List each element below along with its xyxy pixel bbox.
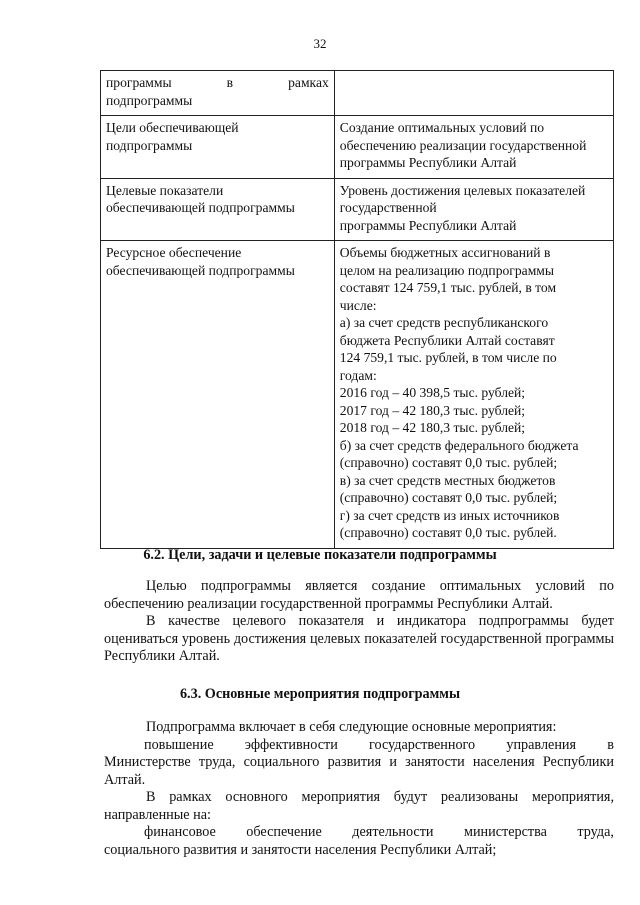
cell-line: подпрограммы bbox=[106, 92, 193, 108]
cell-word: программы bbox=[106, 75, 172, 90]
table-row bbox=[101, 241, 614, 549]
cell-line: обеспечению реализации государственной bbox=[339, 137, 587, 153]
section-62-body bbox=[104, 578, 614, 666]
cell-line: Ресурсное обеспечение bbox=[106, 245, 242, 260]
cell-line: программы Республики Алтай bbox=[339, 155, 517, 170]
cell-line: 2016 год – 40 398,5 тыс. рублей; bbox=[339, 385, 526, 400]
table-row bbox=[101, 71, 614, 116]
cell-line: обеспечивающей подпрограммы bbox=[106, 262, 295, 278]
cell-line: годам: bbox=[339, 367, 377, 383]
word: государственного bbox=[369, 736, 476, 753]
cell-line: (справочно) составят 0,0 тыс. рублей; bbox=[339, 490, 558, 505]
passport-table bbox=[100, 70, 614, 549]
paragraph: В качестве целевого показателя и индикатора подпрограммы будет оцениваться уровень достижения целевых показателей государственной программы Республики Алтай. bbox=[104, 613, 614, 664]
table-cell-value bbox=[334, 116, 613, 179]
cell-line: обеспечивающей подпрограммы bbox=[106, 200, 295, 215]
word: повышение bbox=[144, 736, 214, 753]
table-cell-label bbox=[101, 71, 335, 116]
paragraph-first-line bbox=[104, 824, 614, 842]
word: управления bbox=[506, 736, 577, 753]
table-row bbox=[101, 178, 614, 241]
table-cell-label bbox=[101, 116, 335, 179]
cell-line: б) за счет средств федерального бюджета bbox=[339, 437, 579, 453]
cell-line: Цели обеспечивающей bbox=[106, 120, 239, 135]
cell-line: Объемы бюджетных ассигнований в bbox=[339, 245, 551, 260]
cell-line: составят 124 759,1 тыс. рублей, в том bbox=[339, 280, 557, 295]
word: эффективности bbox=[244, 736, 338, 753]
cell-line: (справочно) составят 0,0 тыс. рублей. bbox=[339, 525, 557, 540]
paragraph: Подпрограмма включает в себя следующие основные мероприятия: bbox=[146, 719, 557, 735]
section-heading: 6.3. Основные мероприятия подпрограммы bbox=[179, 686, 461, 702]
cell-line: в) за счет средств местных бюджетов bbox=[339, 472, 556, 488]
cell-line: г) за счет средств из иных источников bbox=[339, 507, 560, 523]
table-cell-value bbox=[334, 71, 613, 116]
cell-line: государственной bbox=[339, 200, 437, 215]
table-cell-label bbox=[101, 241, 335, 549]
paragraph: В рамках основного мероприятия будут реализованы мероприятия, направленные на: bbox=[104, 789, 614, 823]
word: труда, bbox=[577, 824, 614, 840]
cell-line: 124 759,1 тыс. рублей, в том числе по bbox=[339, 350, 557, 365]
cell-line: (справочно) составят 0,0 тыс. рублей; bbox=[339, 455, 558, 470]
page-number: 32 bbox=[313, 36, 327, 51]
word: министерства bbox=[463, 824, 547, 840]
cell-line: Целевые показатели bbox=[106, 182, 224, 198]
cell-line: подпрограммы bbox=[106, 137, 193, 153]
paragraph: социального развития и занятости населения Республики Алтай; bbox=[104, 841, 497, 858]
paragraph-first-line bbox=[104, 737, 614, 755]
cell-line: 2017 год – 42 180,3 тыс. рублей; bbox=[339, 402, 526, 418]
cell-line: Создание оптимальных условий по bbox=[339, 120, 545, 135]
cell-word: в bbox=[226, 75, 234, 90]
table-cell-value bbox=[334, 178, 613, 241]
cell-line: программы Республики Алтай bbox=[339, 217, 517, 233]
word: обеспечение bbox=[246, 824, 322, 840]
table-cell-value bbox=[334, 241, 613, 549]
word: финансовое bbox=[144, 824, 216, 840]
paragraph: Целью подпрограммы является создание оптимальных условий по обеспечению реализации государственной программы Республики Алтай. bbox=[104, 578, 614, 612]
cell-word: рамках bbox=[288, 75, 329, 90]
cell-line: а) за счет средств республиканского bbox=[339, 315, 549, 330]
cell-line: целом на реализацию подпрограммы bbox=[339, 262, 555, 278]
section-heading: 6.2. Цели, задачи и целевые показатели подпрограммы bbox=[143, 547, 497, 563]
cell-line: числе: bbox=[339, 297, 377, 313]
word: в bbox=[607, 736, 614, 753]
table-row bbox=[101, 116, 614, 179]
cell-line: бюджета Республики Алтай составят bbox=[339, 332, 555, 348]
paragraph: Министерстве труда, социального развития и занятости населения Республики Алтай. bbox=[104, 754, 614, 788]
cell-line: 2018 год – 42 180,3 тыс. рублей; bbox=[339, 420, 526, 435]
section-63-body bbox=[104, 719, 614, 859]
table-cell-label bbox=[101, 178, 335, 241]
cell-line: Уровень достижения целевых показателей bbox=[339, 182, 586, 198]
word: деятельности bbox=[352, 824, 434, 840]
